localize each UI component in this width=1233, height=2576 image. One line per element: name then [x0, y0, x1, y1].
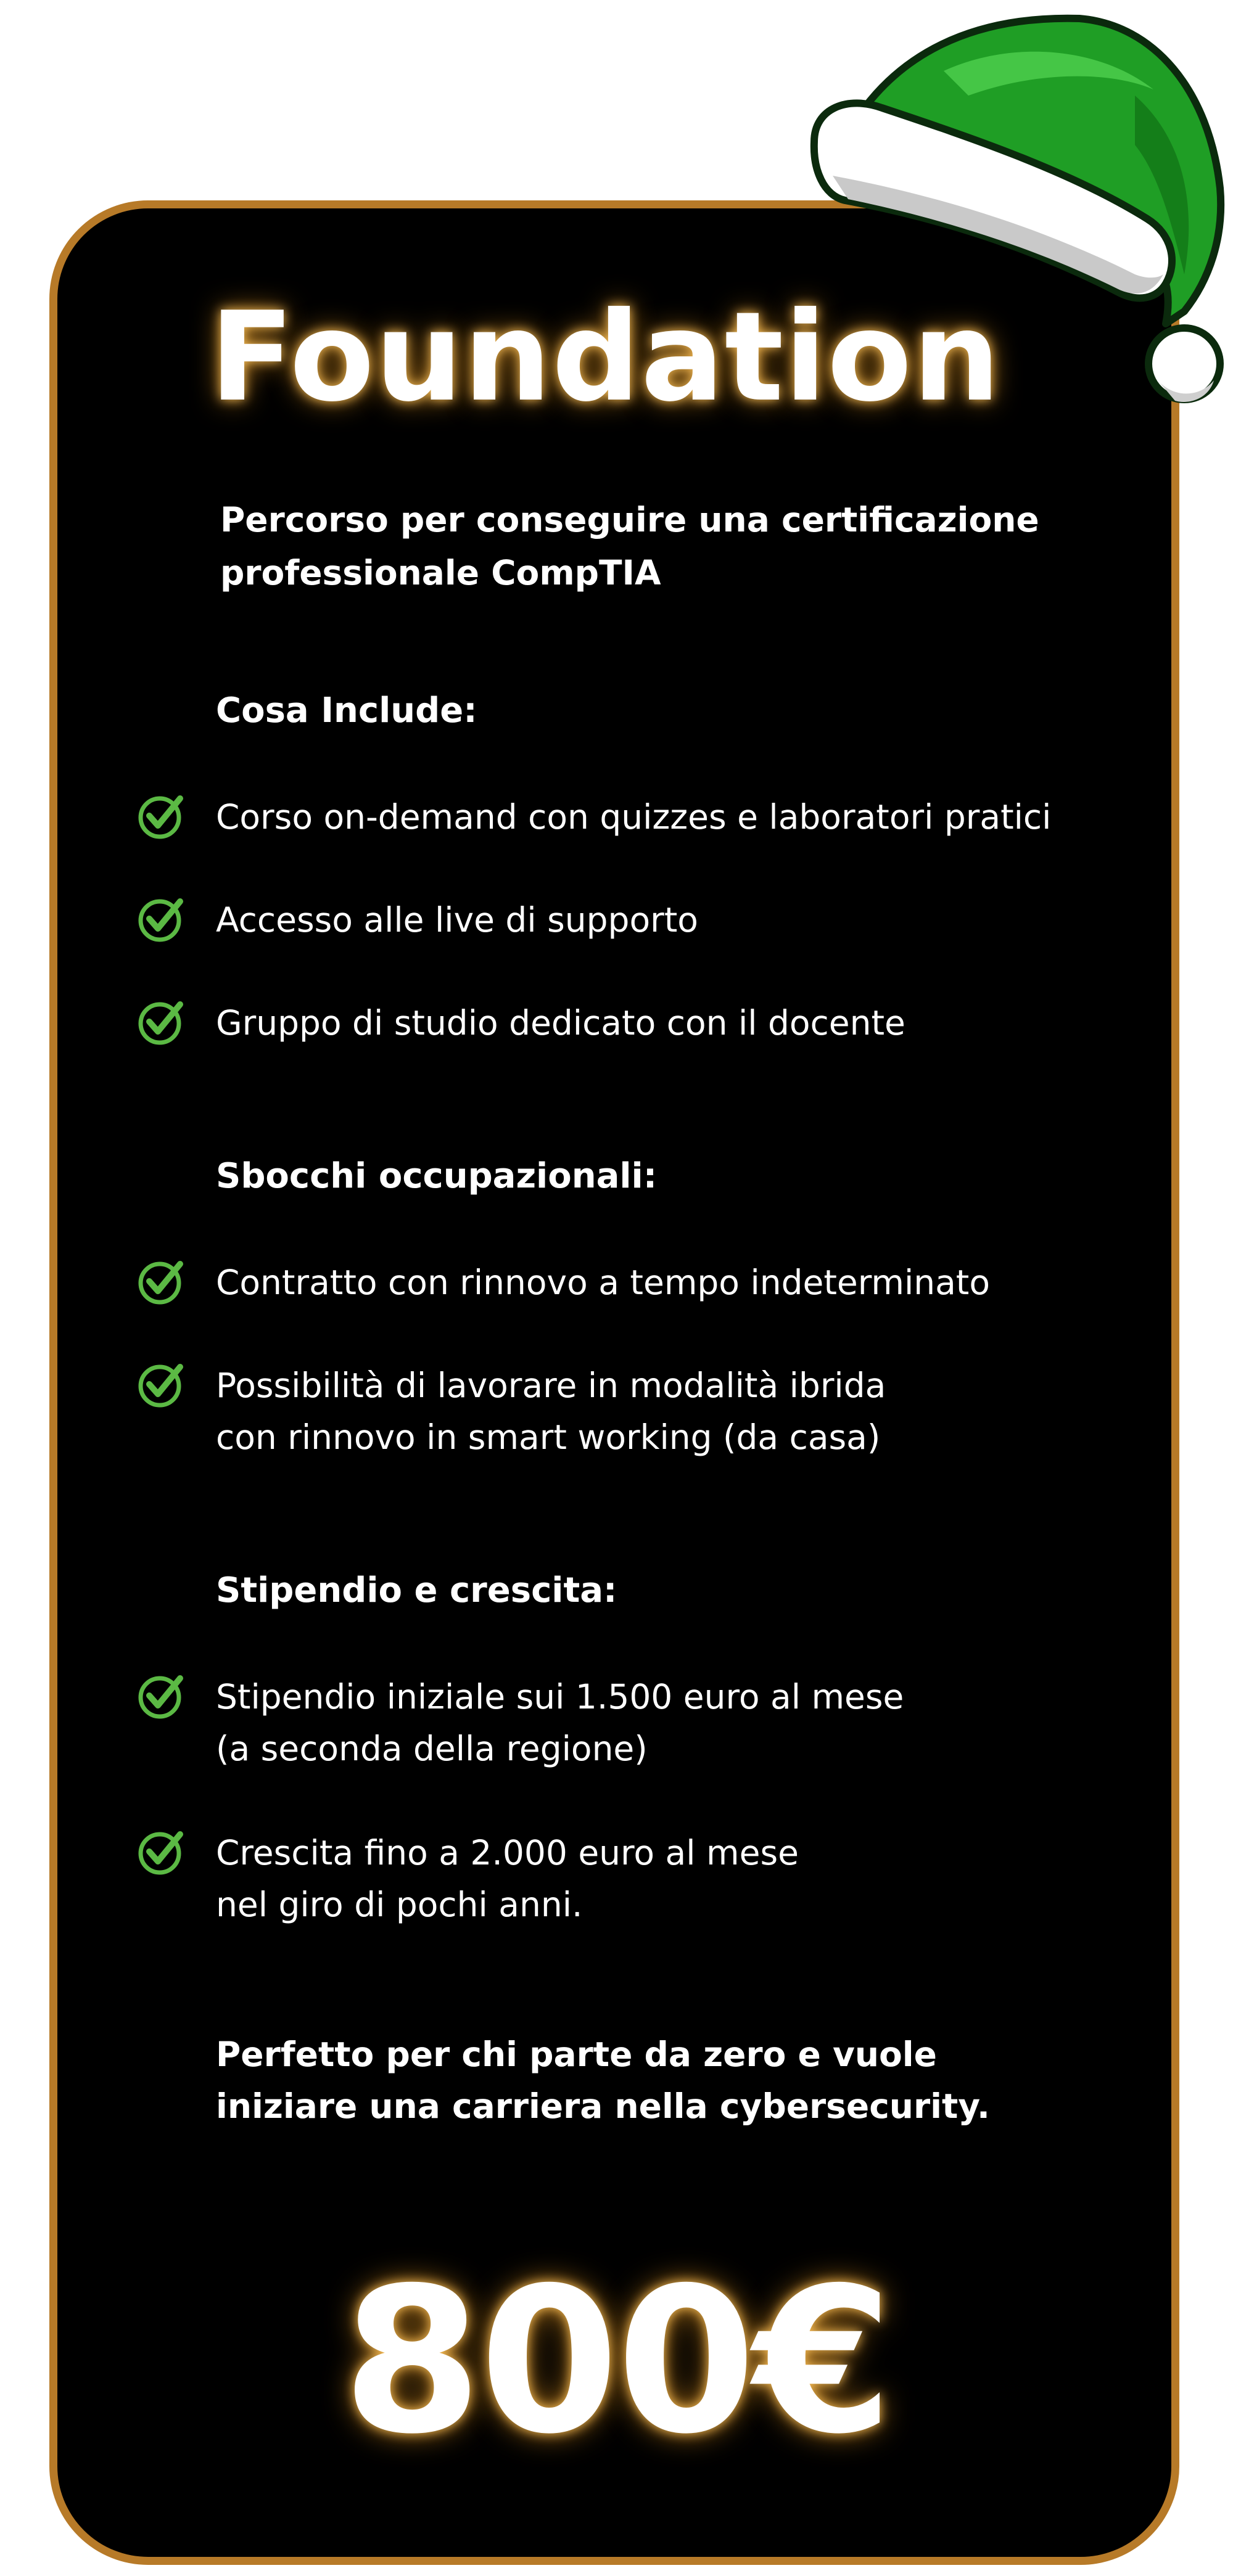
- list-item-line: con rinnovo in smart working (da casa): [216, 1417, 881, 1457]
- list-item: [136, 791, 1051, 843]
- list-item-line: Crescita fino a 2.000 euro al mese: [216, 1833, 799, 1873]
- list-item-text: [216, 1671, 904, 1774]
- plan-title: Foundation: [210, 285, 1001, 429]
- list-item: [136, 997, 905, 1049]
- list-item: [136, 894, 698, 946]
- list-item: [136, 1257, 990, 1308]
- list-item-line: nel giro di pochi anni.: [216, 1885, 583, 1924]
- list-item-text: [216, 1360, 886, 1463]
- list-item-text: Contratto con rinnovo a tempo indeterminato: [216, 1263, 991, 1302]
- list-item-line: Stipendio iniziale sui 1.500 euro al mese: [216, 1677, 904, 1717]
- check-circle-icon: [136, 1671, 186, 1721]
- jobs-heading: Sbocchi occupazionali:: [216, 1156, 658, 1196]
- list-item: [136, 1360, 886, 1463]
- list-item: [136, 1827, 799, 1930]
- list-item-text: [216, 1827, 799, 1930]
- list-item-line: Possibilità di lavorare in modalità ibrida: [216, 1366, 886, 1405]
- includes-heading: Cosa Include:: [216, 691, 477, 731]
- check-circle-icon: [136, 1827, 186, 1877]
- check-circle-icon: [136, 997, 186, 1048]
- closing-line: Perfetto per chi parte da zero e vuole: [216, 2035, 937, 2074]
- list-item-text: Accesso alle live di supporto: [216, 900, 698, 940]
- list-item-text: Corso on-demand con quizzes e laboratori pratici: [216, 797, 1052, 837]
- list-item-text: Gruppo di studio dedicato con il docente: [216, 1003, 905, 1043]
- price: 800€: [342, 2244, 891, 2478]
- check-circle-icon: [136, 791, 186, 842]
- closing-statement: [216, 2028, 1110, 2132]
- salary-heading: Stipendio e crescita:: [216, 1570, 617, 1610]
- list-item-line: (a seconda della regione): [216, 1729, 648, 1768]
- check-circle-icon: [136, 894, 186, 945]
- check-circle-icon: [136, 1360, 186, 1410]
- list-item: [136, 1671, 904, 1774]
- plan-subtitle: Percorso per conseguire una certificazione professionale CompTIA: [220, 500, 1039, 593]
- closing-line: iniziare una carriera nella cybersecurity.: [216, 2086, 990, 2126]
- check-circle-icon: [136, 1257, 186, 1307]
